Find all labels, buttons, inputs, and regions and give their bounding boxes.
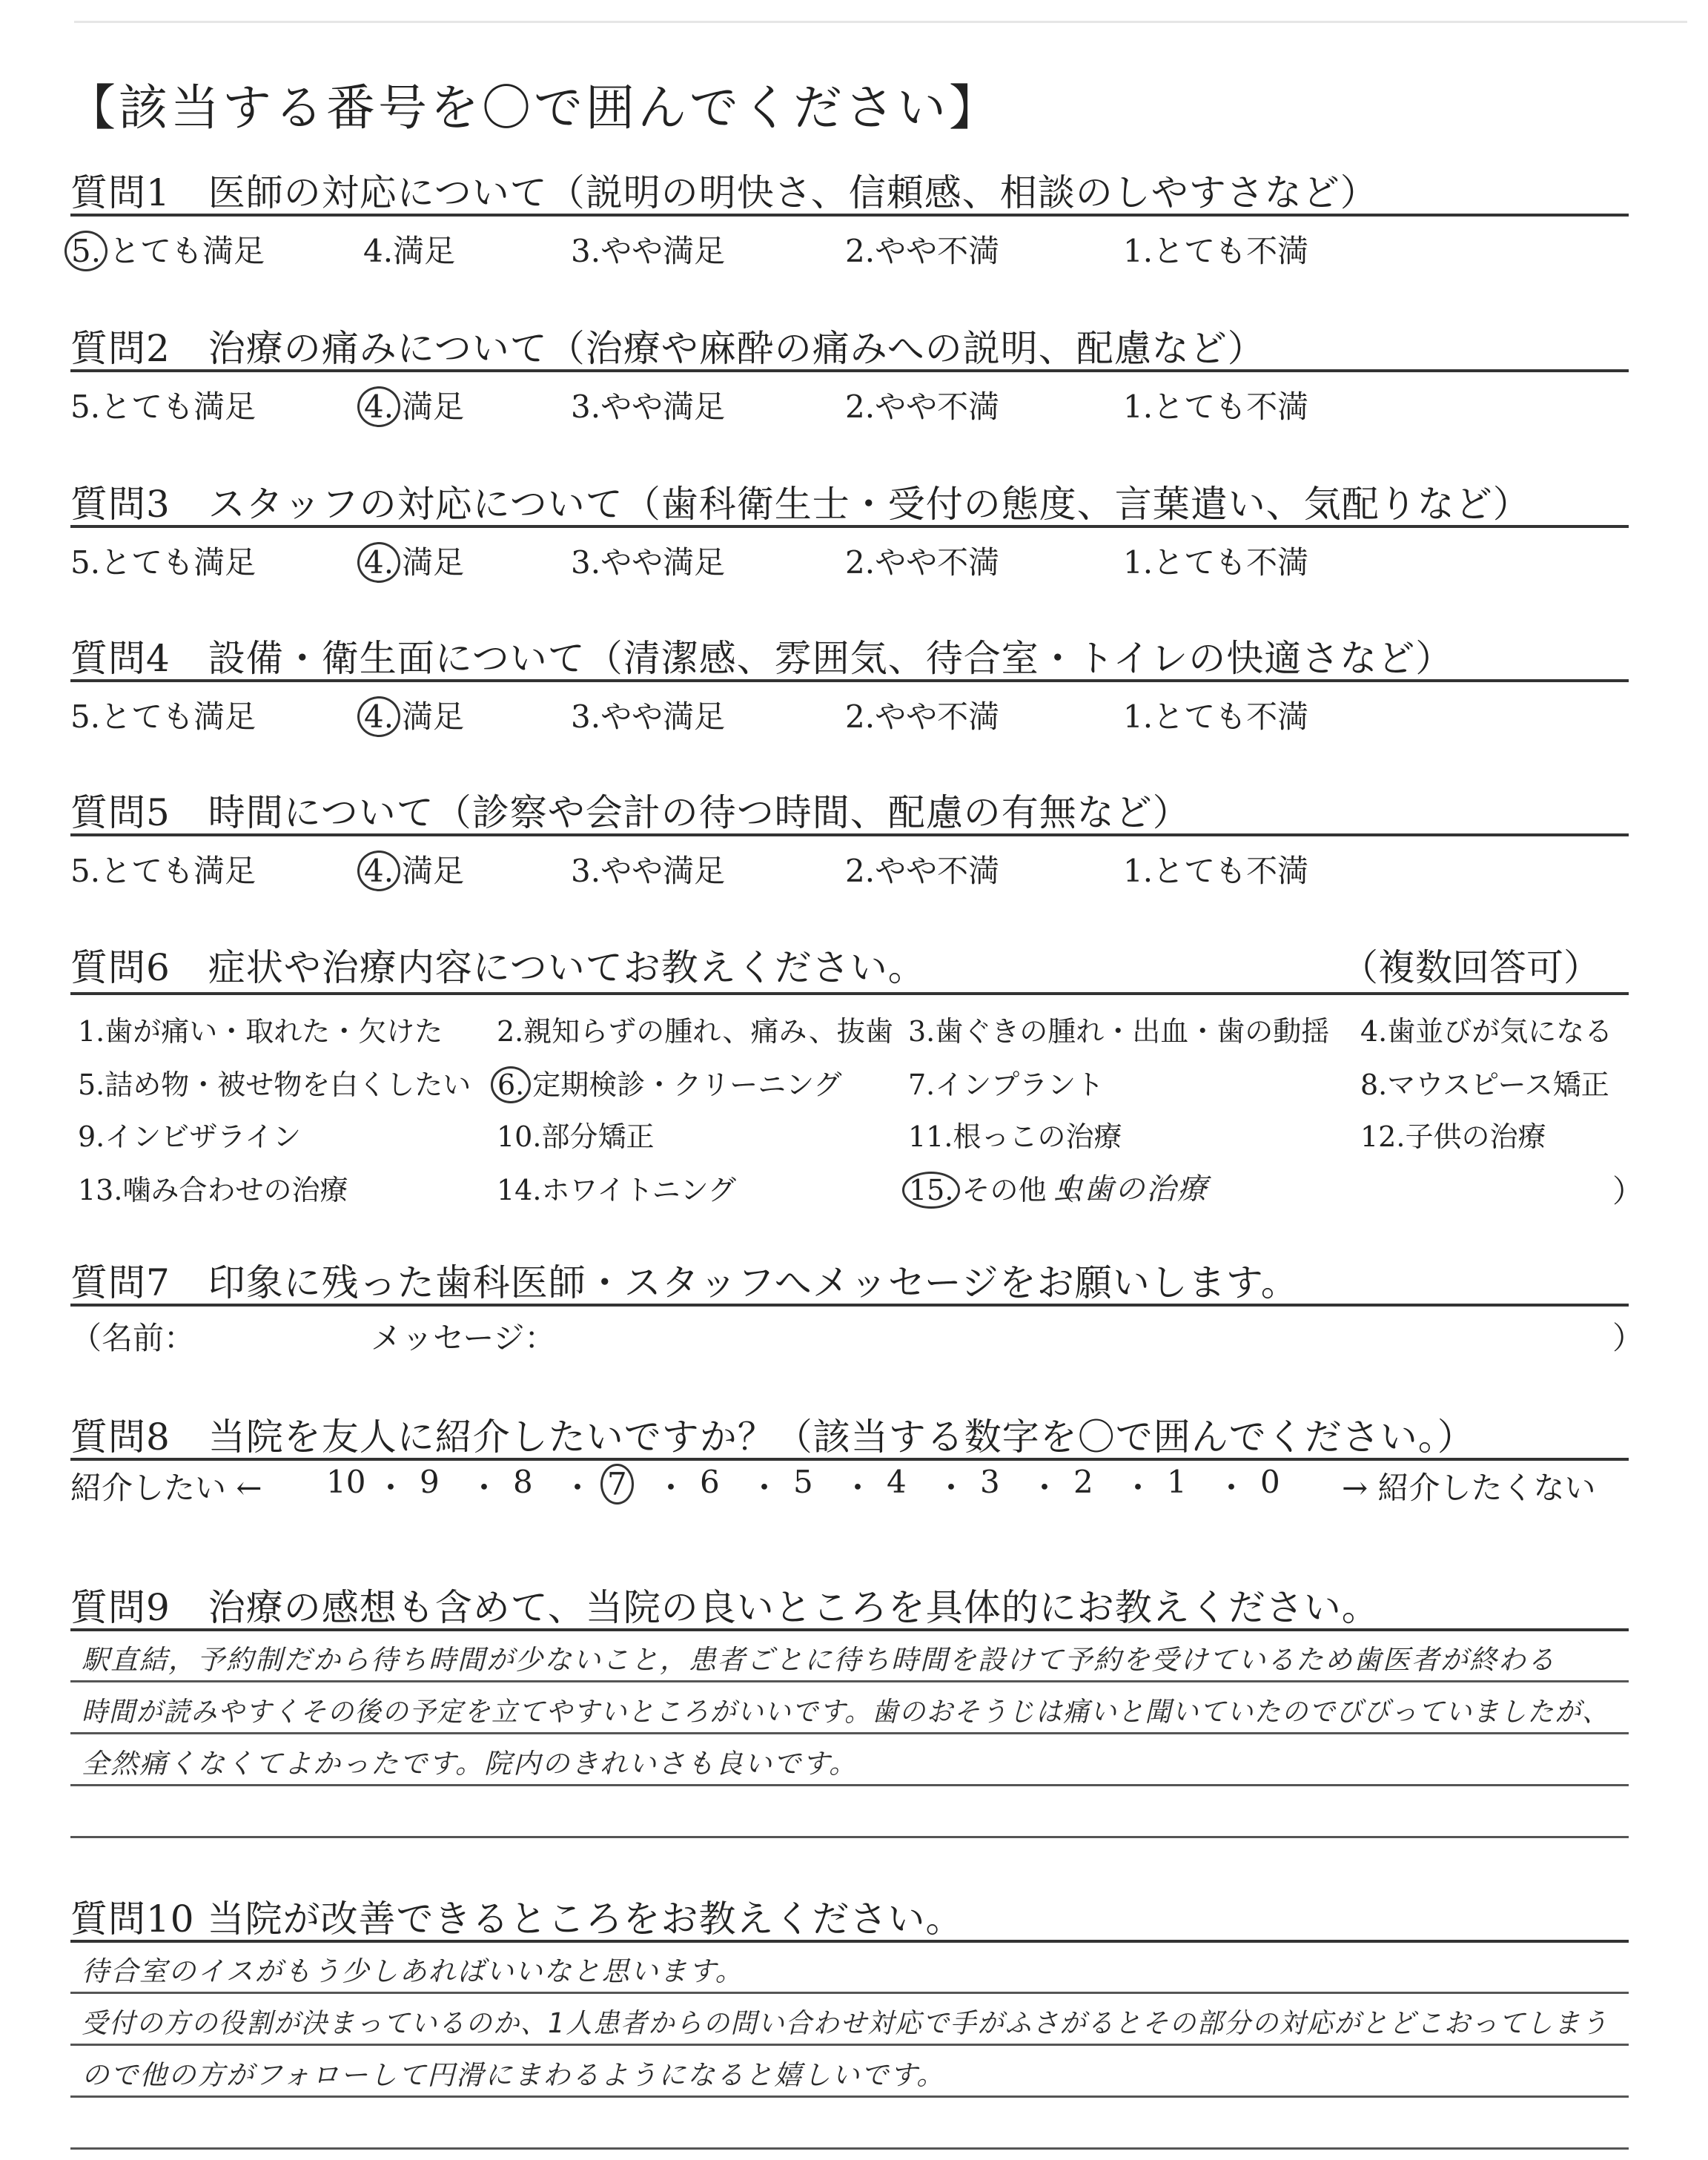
q7-close-paren: ） (1612, 1320, 1644, 1356)
option-number: 3. (908, 1015, 936, 1048)
q5-option[interactable] (845, 847, 999, 891)
q6-option[interactable] (497, 1008, 893, 1049)
q5-title: 質問5 時間について（診察や会計の待つ時間、配慮の有無など） (70, 791, 1191, 834)
scale-separator: ・ (1029, 1470, 1061, 1506)
selected-option-circle: 15. (902, 1172, 960, 1209)
option-label: 噛み合わせの治療 (122, 1174, 348, 1206)
scale-number: 6 (700, 1464, 720, 1500)
option-number: 1. (1123, 233, 1153, 269)
option-number: 2. (845, 389, 875, 425)
option-number: 4. (1360, 1015, 1388, 1048)
scale-number: 3 (980, 1464, 1000, 1500)
option-label: やや不満 (875, 233, 1000, 269)
option-number: 1. (1123, 389, 1153, 425)
q6-option[interactable] (497, 1062, 842, 1103)
option-number: 11. (908, 1120, 953, 1153)
option-label: 満足 (402, 698, 465, 735)
q6-option[interactable] (78, 1008, 443, 1049)
option-label: 歯ぐきの腫れ・出血・歯の動揺 (935, 1015, 1330, 1048)
q9-handwritten-answer: 駅直結，予約制だから待ち時間が少ないこと，患者ごとに待ち時間を設けて予約を受けているため歯医者が終わる (82, 1644, 1556, 1676)
q6-note: （複数回答可） (1341, 946, 1601, 989)
q5-option[interactable] (363, 847, 464, 891)
option-label: やや満足 (600, 698, 726, 735)
scale-separator: ・ (655, 1470, 687, 1506)
q9-handwritten-answer: 全然痛くなくてよかったです。院内のきれいさも良いです。 (82, 1748, 858, 1780)
selected-option-circle: 6. (491, 1066, 531, 1103)
scale-separator: ・ (1122, 1470, 1154, 1506)
q1-title: 質問1 医師の対応について（説明の明快さ、信頼感、相談のしやすさなど） (70, 171, 1378, 214)
q7-name-label: （名前： (70, 1320, 196, 1356)
option-label: 親知らずの腫れ、痛み、抜歯 (523, 1015, 893, 1048)
q2-option[interactable] (845, 383, 999, 427)
q9-answer-line (70, 1732, 1629, 1734)
option-number: 1. (78, 1015, 105, 1048)
option-number: 2. (845, 233, 875, 269)
instruction-header: 【該当する番号を〇で囲んでください】 (67, 79, 1001, 136)
scale-number: 8 (513, 1464, 533, 1500)
scale-separator: ・ (1216, 1470, 1248, 1506)
scale-value[interactable] (606, 1464, 635, 1505)
option-label: ホワイトニング (541, 1174, 737, 1206)
q6-option[interactable] (1360, 1114, 1546, 1155)
scale-value[interactable] (1260, 1464, 1280, 1500)
option-label: とても満足 (100, 853, 256, 889)
option-label: マウスピース矯正 (1387, 1069, 1609, 1101)
option-label: やや満足 (600, 389, 726, 425)
scale-separator: ・ (562, 1470, 594, 1506)
q6-option[interactable] (908, 1114, 1122, 1155)
selected-option-circle: 4. (357, 696, 400, 737)
q1-option[interactable] (363, 227, 455, 271)
q7-message-label: メッセージ： (371, 1320, 556, 1356)
q9-handwritten-answer: 時間が読みやすくその後の予定を立てやすいところがいいです。歯のおそうじは痛いと聞いていたのでびびっていましたが、 (82, 1696, 1610, 1728)
q9-answer-line (70, 1836, 1629, 1838)
q6-option[interactable] (497, 1114, 654, 1155)
q10-answer-line (70, 2095, 1629, 2098)
option-number: 5. (70, 544, 101, 581)
q4-option[interactable] (363, 693, 464, 737)
option-label: やや満足 (600, 853, 726, 889)
scale-value[interactable] (326, 1464, 365, 1500)
q9-rule (70, 1628, 1629, 1631)
q10-answer-line (70, 2044, 1629, 2046)
q1-option[interactable] (70, 227, 265, 271)
q6-option[interactable] (78, 1062, 471, 1103)
option-label: その他（ (961, 1174, 1075, 1206)
option-number: 5. (70, 853, 101, 889)
q6-option[interactable] (1360, 1008, 1612, 1049)
q10-handwritten-answer: 待合室のイスがもう少しあればいいなと思います。 (82, 1955, 744, 1987)
q4-option[interactable] (571, 693, 725, 737)
option-number: 3. (571, 853, 601, 889)
q10-rule (70, 1940, 1629, 1943)
q10-title: 質問10 当院が改善できるところをお教えください。 (70, 1898, 964, 1941)
q1-rule (70, 214, 1629, 217)
option-number: 5. (70, 698, 101, 735)
scale-number: 4 (887, 1464, 907, 1500)
q5-option[interactable] (571, 847, 725, 891)
option-number: 3. (571, 698, 601, 735)
q2-option[interactable] (363, 383, 464, 427)
q6-option[interactable] (1360, 1062, 1609, 1103)
q10-answer-line (70, 2147, 1629, 2150)
option-number: 2. (845, 698, 875, 735)
option-number: 8. (1360, 1069, 1388, 1101)
option-label: やや不満 (875, 389, 1000, 425)
option-number: 2. (845, 853, 875, 889)
option-number: 2. (845, 544, 875, 581)
option-label: やや不満 (875, 698, 1000, 735)
option-label: やや不満 (875, 544, 1000, 581)
scale-separator: ・ (749, 1470, 781, 1506)
q6-option[interactable] (908, 1167, 1074, 1209)
scale-number: 2 (1073, 1464, 1093, 1500)
q3-option[interactable] (363, 538, 464, 583)
option-label: とても不満 (1153, 544, 1309, 581)
option-label: 歯が痛い・取れた・欠けた (105, 1015, 443, 1048)
q1-option[interactable] (571, 227, 725, 271)
option-label: とても不満 (1153, 389, 1309, 425)
q7-title: 質問7 印象に残った歯科医師・スタッフへメッセージをお願いします。 (70, 1261, 1299, 1304)
option-label: 満足 (393, 233, 456, 269)
option-label: やや満足 (600, 233, 726, 269)
option-label: 歯並びが気になる (1387, 1015, 1613, 1048)
scale-separator: ・ (936, 1470, 967, 1506)
option-label: インプラント (935, 1069, 1105, 1101)
option-label: 満足 (402, 544, 465, 581)
scale-number: 1 (1167, 1464, 1187, 1500)
scale-value[interactable] (513, 1464, 533, 1500)
scale-value[interactable] (887, 1464, 907, 1500)
selected-option-circle: 4. (357, 542, 400, 583)
scale-value[interactable] (700, 1464, 720, 1500)
option-label: やや不満 (875, 853, 1000, 889)
selected-scale-circle: 7 (600, 1464, 634, 1505)
q10-handwritten-answer: ので他の方がフォローして円滑にまわるようになると嬉しいです。 (82, 2059, 946, 2091)
option-label: やや満足 (600, 544, 726, 581)
option-number: 5. (78, 1069, 105, 1101)
option-label: インビザライン (105, 1120, 302, 1153)
option-number: 14. (497, 1174, 542, 1206)
option-label: 満足 (402, 389, 465, 425)
option-label: とても満足 (100, 544, 256, 581)
option-label: とても不満 (1153, 853, 1309, 889)
option-label: 子供の治療 (1405, 1120, 1546, 1153)
q3-title: 質問3 スタッフの対応について（歯科衛生士・受付の態度、言葉遣い、気配りなど） (70, 483, 1531, 526)
option-number: 3. (571, 389, 601, 425)
q4-option[interactable] (70, 693, 256, 737)
q6-other-text: 虫歯の治療 (1053, 1172, 1208, 1206)
scale-number: 10 (326, 1464, 366, 1500)
q6-option[interactable] (78, 1114, 301, 1155)
option-label: とても満足 (109, 233, 265, 269)
q6-option[interactable] (497, 1167, 736, 1208)
option-label: とても満足 (100, 389, 256, 425)
selected-option-circle: 5. (64, 231, 107, 271)
scale-value[interactable] (1073, 1464, 1093, 1500)
q3-option[interactable] (70, 538, 256, 583)
option-number: 12. (1360, 1120, 1406, 1153)
q2-rule (70, 369, 1629, 372)
scale-separator: ・ (469, 1470, 500, 1506)
selected-option-circle: 4. (357, 386, 400, 427)
q7-rule (70, 1304, 1629, 1307)
option-number: 1. (1123, 544, 1153, 581)
option-number: 9. (78, 1120, 105, 1153)
q4-title: 質問4 設備・衛生面について（清潔感、雰囲気、待合室・トイレの快適さなど） (70, 637, 1454, 680)
q5-option[interactable] (70, 847, 256, 891)
option-number: 10. (497, 1120, 542, 1153)
option-label: 根っこの治療 (953, 1120, 1122, 1153)
scale-separator: ・ (842, 1470, 874, 1506)
top-divider (74, 21, 1687, 23)
q3-option[interactable] (1123, 538, 1308, 583)
q9-title: 質問9 治療の感想も含めて、当院の良いところを具体的にお教えください。 (70, 1586, 1380, 1629)
q2-option[interactable] (1123, 383, 1308, 427)
option-label: 詰め物・被せ物を白くしたい (105, 1069, 471, 1101)
q10-answer-line (70, 1992, 1629, 1994)
option-number: 1. (1123, 853, 1153, 889)
q10-handwritten-answer: 受付の方の役割が決まっているのか、1人患者からの問い合わせ対応で手がふさがるとその部分の対応がとどこおってしまう (82, 2007, 1609, 2039)
q3-rule (70, 525, 1629, 528)
scale-value[interactable] (980, 1464, 1000, 1500)
scale-value[interactable] (793, 1464, 813, 1500)
scale-left-label: 紹介したい ← (70, 1470, 262, 1506)
selected-option-circle: 4. (357, 851, 400, 891)
q2-title: 質問2 治療の痛みについて（治療や麻酔の痛みへの説明、配慮など） (70, 327, 1265, 370)
option-label: とても不満 (1153, 233, 1309, 269)
scale-right-label: → 紹介したくない (1342, 1470, 1596, 1506)
option-label: とても不満 (1153, 698, 1309, 735)
q6-rule (70, 992, 1629, 995)
option-number: 5. (70, 389, 101, 425)
q4-option[interactable] (1123, 693, 1308, 737)
scale-value[interactable] (420, 1464, 440, 1500)
option-label: 満足 (402, 853, 465, 889)
q6-option[interactable] (908, 1008, 1329, 1049)
q2-option[interactable] (70, 383, 256, 427)
q6-title: 質問6 症状や治療内容についてお教えください。 (70, 946, 926, 989)
q9-answer-line (70, 1680, 1629, 1682)
q6-other-close: ） (1612, 1173, 1644, 1209)
q3-option[interactable] (845, 538, 999, 583)
scale-separator: ・ (375, 1470, 407, 1506)
q5-option[interactable] (1123, 847, 1308, 891)
q1-option[interactable] (845, 227, 999, 271)
scale-number: 0 (1260, 1464, 1280, 1500)
option-label: 定期検診・クリーニング (532, 1069, 842, 1101)
scale-value[interactable] (1167, 1464, 1187, 1500)
option-label: 部分矯正 (541, 1120, 655, 1153)
option-label: とても満足 (100, 698, 256, 735)
option-number: 3. (571, 233, 601, 269)
q9-answer-line (70, 1784, 1629, 1786)
q6-option[interactable] (78, 1167, 348, 1208)
q3-option[interactable] (571, 538, 725, 583)
option-number: 1. (1123, 698, 1153, 735)
q4-option[interactable] (845, 693, 999, 737)
q1-option[interactable] (1123, 227, 1308, 271)
option-number: 4. (363, 233, 394, 269)
q4-rule (70, 679, 1629, 682)
option-number: 2. (497, 1015, 524, 1048)
option-number: 13. (78, 1174, 123, 1206)
q6-option[interactable] (908, 1062, 1104, 1103)
option-number: 7. (908, 1069, 936, 1101)
scale-number: 9 (420, 1464, 440, 1500)
q8-rule (70, 1458, 1629, 1461)
q2-option[interactable] (571, 383, 725, 427)
q5-rule (70, 833, 1629, 836)
q8-title: 質問8 当院を友人に紹介したいですか？（該当する数字を〇で囲んでください。） (70, 1416, 1475, 1459)
option-number: 3. (571, 544, 601, 581)
scale-number: 5 (793, 1464, 813, 1500)
